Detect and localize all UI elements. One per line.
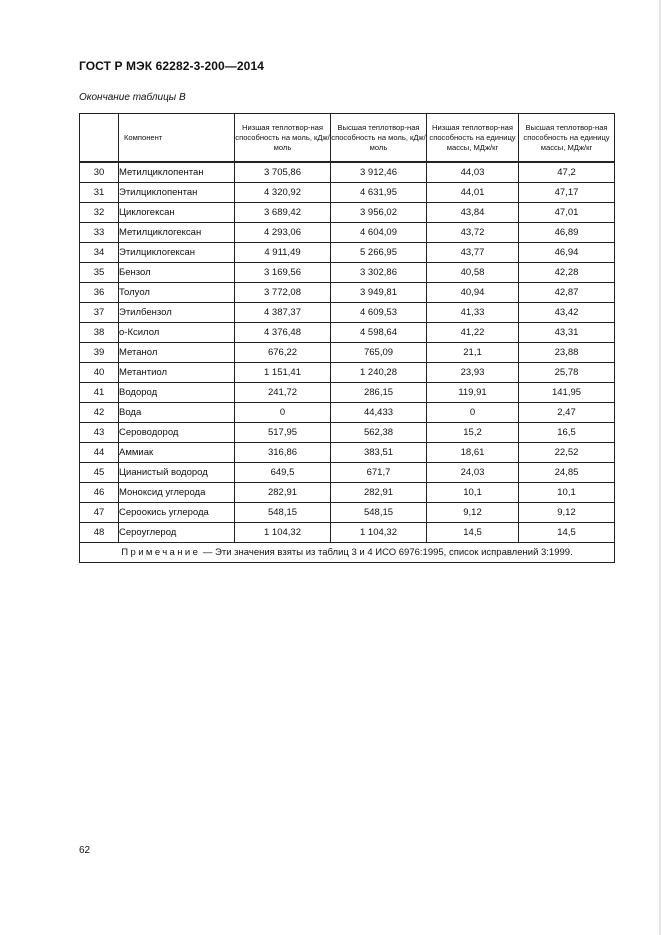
cell-lower-mass: 0 bbox=[427, 403, 519, 423]
cell-higher-mass: 10,1 bbox=[519, 483, 615, 503]
document-header: ГОСТ Р МЭК 62282-3-200—2014 bbox=[79, 59, 264, 73]
cell-lower-molar: 4 376,48 bbox=[235, 323, 331, 343]
cell-lower-mass: 14,5 bbox=[427, 523, 519, 543]
cell-lower-mass: 43,77 bbox=[427, 243, 519, 263]
cell-number: 41 bbox=[80, 383, 119, 403]
table-row bbox=[80, 463, 615, 483]
table-row bbox=[80, 243, 615, 263]
table-body bbox=[80, 162, 615, 543]
cell-higher-molar: 44,433 bbox=[331, 403, 427, 423]
cell-higher-mass: 42,28 bbox=[519, 263, 615, 283]
cell-lower-molar: 316,86 bbox=[235, 443, 331, 463]
cell-higher-mass: 9,12 bbox=[519, 503, 615, 523]
cell-number: 32 bbox=[80, 203, 119, 223]
cell-lower-molar: 1 151,41 bbox=[235, 363, 331, 383]
cell-number: 45 bbox=[80, 463, 119, 483]
table-note bbox=[80, 543, 615, 563]
cell-lower-molar: 517,95 bbox=[235, 423, 331, 443]
cell-lower-mass: 41,33 bbox=[427, 303, 519, 323]
cell-number: 37 bbox=[80, 303, 119, 323]
cell-lower-molar: 4 320,92 bbox=[235, 183, 331, 203]
cell-component: Толуол bbox=[119, 283, 235, 303]
cell-higher-mass: 47,2 bbox=[519, 162, 615, 183]
note-row bbox=[80, 543, 615, 563]
cell-lower-molar: 0 bbox=[235, 403, 331, 423]
cell-lower-mass: 24,03 bbox=[427, 463, 519, 483]
cell-component: Циклогексан bbox=[119, 203, 235, 223]
table-row bbox=[80, 423, 615, 443]
cell-lower-mass: 44,03 bbox=[427, 162, 519, 183]
header-higher-mass: Высшая теплотвор-ная способность на единицу массы, МДж/кг bbox=[519, 114, 615, 163]
cell-higher-molar: 4 609,53 bbox=[331, 303, 427, 323]
cell-higher-molar: 3 949,81 bbox=[331, 283, 427, 303]
cell-component: Моноксид углерода bbox=[119, 483, 235, 503]
cell-component: Цианистый водород bbox=[119, 463, 235, 483]
cell-higher-mass: 24,85 bbox=[519, 463, 615, 483]
table-row bbox=[80, 223, 615, 243]
cell-higher-mass: 42,87 bbox=[519, 283, 615, 303]
table-caption: Окончание таблицы В bbox=[79, 92, 186, 103]
cell-higher-mass: 141,95 bbox=[519, 383, 615, 403]
table-row bbox=[80, 323, 615, 343]
cell-lower-molar: 1 104,32 bbox=[235, 523, 331, 543]
cell-component: Метантиол bbox=[119, 363, 235, 383]
table-row bbox=[80, 383, 615, 403]
cell-higher-mass: 14,5 bbox=[519, 523, 615, 543]
cell-lower-molar: 3 772,08 bbox=[235, 283, 331, 303]
table-row bbox=[80, 363, 615, 383]
cell-higher-molar: 3 956,02 bbox=[331, 203, 427, 223]
cell-lower-molar: 3 169,56 bbox=[235, 263, 331, 283]
cell-lower-mass: 21,1 bbox=[427, 343, 519, 363]
cell-component: Метилциклогексан bbox=[119, 223, 235, 243]
cell-component: Водород bbox=[119, 383, 235, 403]
cell-component: Сероводород bbox=[119, 423, 235, 443]
heating-values-table bbox=[79, 113, 615, 563]
cell-lower-mass: 44,01 bbox=[427, 183, 519, 203]
cell-higher-mass: 43,42 bbox=[519, 303, 615, 323]
note-label: Примечание bbox=[121, 546, 201, 558]
cell-lower-mass: 43,84 bbox=[427, 203, 519, 223]
cell-lower-mass: 119,91 bbox=[427, 383, 519, 403]
cell-lower-molar: 282,91 bbox=[235, 483, 331, 503]
cell-higher-mass: 46,89 bbox=[519, 223, 615, 243]
cell-lower-mass: 9,12 bbox=[427, 503, 519, 523]
cell-lower-molar: 4 911,49 bbox=[235, 243, 331, 263]
cell-higher-mass: 2,47 bbox=[519, 403, 615, 423]
cell-lower-molar: 4 387,37 bbox=[235, 303, 331, 323]
cell-number: 31 bbox=[80, 183, 119, 203]
cell-component: о-Ксилол bbox=[119, 323, 235, 343]
table-row bbox=[80, 503, 615, 523]
table-row bbox=[80, 162, 615, 183]
cell-higher-molar: 562,38 bbox=[331, 423, 427, 443]
cell-higher-mass: 23,88 bbox=[519, 343, 615, 363]
cell-number: 33 bbox=[80, 223, 119, 243]
header-number bbox=[80, 114, 119, 163]
cell-lower-molar: 676,22 bbox=[235, 343, 331, 363]
cell-lower-mass: 40,94 bbox=[427, 283, 519, 303]
table-row bbox=[80, 443, 615, 463]
cell-component: Этилциклогексан bbox=[119, 243, 235, 263]
cell-higher-molar: 4 598,64 bbox=[331, 323, 427, 343]
cell-number: 34 bbox=[80, 243, 119, 263]
cell-lower-mass: 23,93 bbox=[427, 363, 519, 383]
cell-component: Этилбензол bbox=[119, 303, 235, 323]
cell-lower-molar: 4 293,06 bbox=[235, 223, 331, 243]
cell-component: Метанол bbox=[119, 343, 235, 363]
cell-component: Метилциклопентан bbox=[119, 162, 235, 183]
cell-higher-molar: 383,51 bbox=[331, 443, 427, 463]
cell-higher-molar: 765,09 bbox=[331, 343, 427, 363]
cell-lower-mass: 41,22 bbox=[427, 323, 519, 343]
cell-component: Этилциклопентан bbox=[119, 183, 235, 203]
cell-component: Вода bbox=[119, 403, 235, 423]
cell-higher-mass: 43,31 bbox=[519, 323, 615, 343]
table-header-row bbox=[80, 114, 615, 163]
cell-higher-mass: 47,01 bbox=[519, 203, 615, 223]
table-row bbox=[80, 283, 615, 303]
cell-number: 47 bbox=[80, 503, 119, 523]
cell-number: 48 bbox=[80, 523, 119, 543]
table-row bbox=[80, 303, 615, 323]
cell-number: 35 bbox=[80, 263, 119, 283]
table-row bbox=[80, 263, 615, 283]
cell-higher-molar: 3 912,46 bbox=[331, 162, 427, 183]
cell-component: Сероуглерод bbox=[119, 523, 235, 543]
cell-higher-mass: 25,78 bbox=[519, 363, 615, 383]
cell-number: 39 bbox=[80, 343, 119, 363]
table-row bbox=[80, 483, 615, 503]
header-component: Компонент bbox=[119, 114, 235, 163]
cell-lower-molar: 548,15 bbox=[235, 503, 331, 523]
note-text: — Эти значения взяты из таблиц 3 и 4 ИСО 6976:1995, список исправлений 3:1999. bbox=[202, 546, 573, 558]
cell-component: Сероокись углерода bbox=[119, 503, 235, 523]
cell-higher-mass: 22,52 bbox=[519, 443, 615, 463]
cell-number: 38 bbox=[80, 323, 119, 343]
cell-number: 40 bbox=[80, 363, 119, 383]
header-lower-mass: Низшая теплотвор-ная способность на единицу массы, МДж/кг bbox=[427, 114, 519, 163]
cell-higher-mass: 16,5 bbox=[519, 423, 615, 443]
cell-higher-molar: 286,15 bbox=[331, 383, 427, 403]
cell-number: 30 bbox=[80, 162, 119, 183]
cell-lower-mass: 43,72 bbox=[427, 223, 519, 243]
cell-higher-mass: 47,17 bbox=[519, 183, 615, 203]
cell-number: 43 bbox=[80, 423, 119, 443]
cell-higher-molar: 671,7 bbox=[331, 463, 427, 483]
cell-lower-mass: 18,61 bbox=[427, 443, 519, 463]
cell-higher-molar: 3 302,86 bbox=[331, 263, 427, 283]
cell-higher-molar: 4 604,09 bbox=[331, 223, 427, 243]
cell-lower-molar: 3 689,42 bbox=[235, 203, 331, 223]
cell-lower-molar: 649,5 bbox=[235, 463, 331, 483]
cell-lower-molar: 241,72 bbox=[235, 383, 331, 403]
header-higher-molar: Высшая теплотвор-ная способность на моль, кДж/моль bbox=[331, 114, 427, 163]
cell-higher-molar: 548,15 bbox=[331, 503, 427, 523]
table-row bbox=[80, 343, 615, 363]
table-row bbox=[80, 403, 615, 423]
cell-component: Аммиак bbox=[119, 443, 235, 463]
cell-component: Бензол bbox=[119, 263, 235, 283]
cell-higher-molar: 1 240,28 bbox=[331, 363, 427, 383]
table-row bbox=[80, 183, 615, 203]
page-number: 62 bbox=[79, 845, 91, 856]
cell-higher-molar: 4 631,95 bbox=[331, 183, 427, 203]
table-row bbox=[80, 523, 615, 543]
table-row bbox=[80, 203, 615, 223]
cell-higher-molar: 1 104,32 bbox=[331, 523, 427, 543]
cell-number: 42 bbox=[80, 403, 119, 423]
cell-number: 44 bbox=[80, 443, 119, 463]
cell-lower-mass: 15,2 bbox=[427, 423, 519, 443]
header-lower-molar: Низшая теплотвор-ная способность на моль, кДж/моль bbox=[235, 114, 331, 163]
cell-higher-molar: 282,91 bbox=[331, 483, 427, 503]
cell-lower-mass: 10,1 bbox=[427, 483, 519, 503]
cell-lower-molar: 3 705,86 bbox=[235, 162, 331, 183]
cell-higher-molar: 5 266,95 bbox=[331, 243, 427, 263]
cell-higher-mass: 46,94 bbox=[519, 243, 615, 263]
cell-lower-mass: 40,58 bbox=[427, 263, 519, 283]
cell-number: 36 bbox=[80, 283, 119, 303]
cell-number: 46 bbox=[80, 483, 119, 503]
